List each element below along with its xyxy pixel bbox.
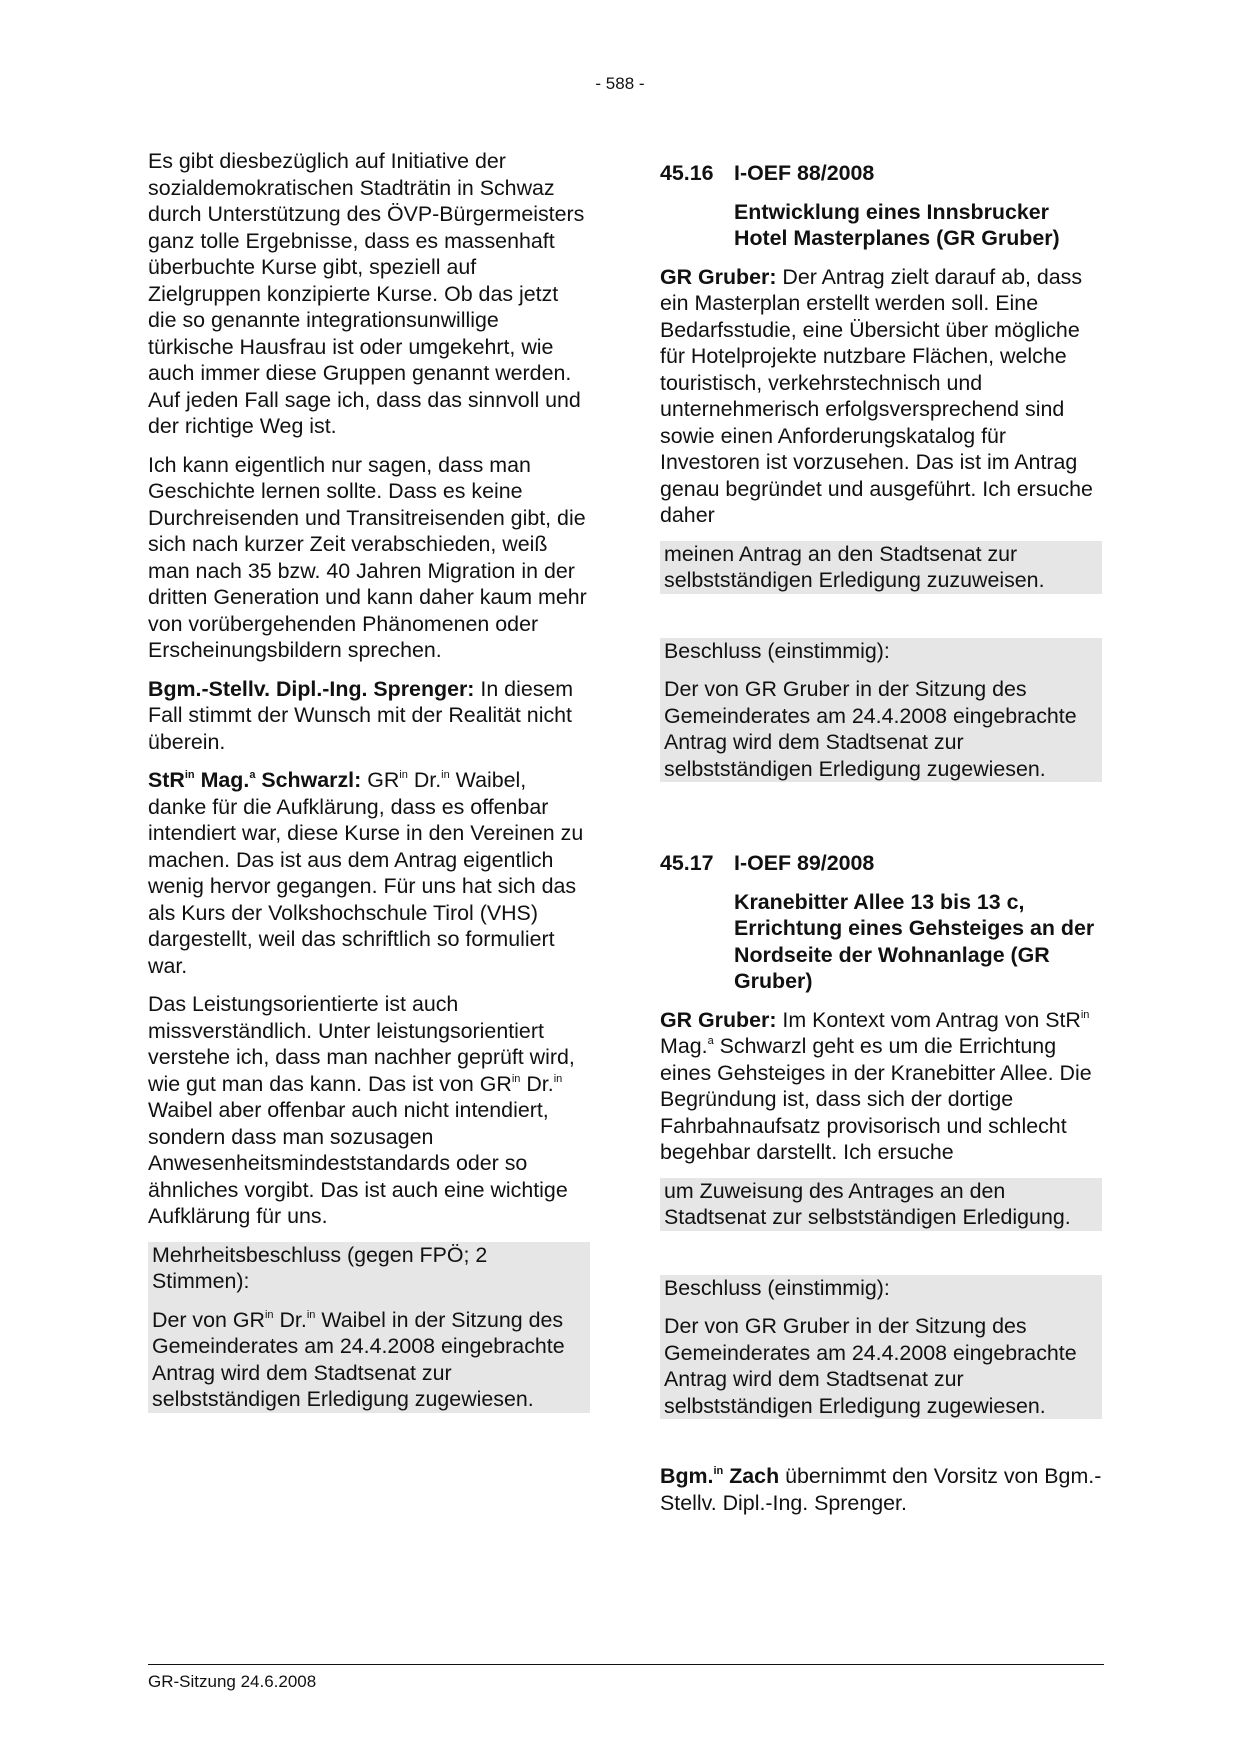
- resolution-text: Der von GR Gruber in der Sitzung des Gemeinderates am 24.4.2008 eingebrachte Antrag wird dem Stadtsenat zur selbstständigen Erledigung zugewiesen.: [664, 677, 1077, 781]
- resolution-box: [148, 1242, 590, 1413]
- paragraph: GR Gruber: Im Kontext vom Antrag von StR$^{in}$ Mag.$^a$ Schwarzl geht es um die Errichtung eines Gehsteiges in der Kranebitter Allee. Die Begründung ist, dass sich der dortige Fahrbahnaufsatz provisorisch und schlecht begehbar darstellt. Ich ersuche: [660, 1007, 1092, 1164]
- request-text: um Zuweisung des Antrages an den Stadtsenat zur selbstständigen Erledigung.: [664, 1178, 1071, 1229]
- agenda-item-title: Kranebitter Allee 13 bis 13 c, Errichtung eines Gehsteiges an der Nordseite der Wohnanlage (GR Gruber): [734, 889, 1095, 993]
- request-box: [660, 1178, 1102, 1231]
- speech-text: Waibel, danke für die Aufklärung, dass es offenbar intendiert war, diese Kurse in den Vereinen zu machen. Das ist aus dem Antrag eigentlich wenig hervor gegangen. Für uns hat sich das als Kurs der Volkshochschule Tirol (VHS) dargestellt, weil das schriftlich so formuliert war.: [148, 768, 584, 978]
- resolution-text: Der von GR Gruber in der Sitzung des Gemeinderates am 24.4.2008 eingebrachte Antrag wird dem Stadtsenat zur selbstständigen Erledigung zugewiesen.: [664, 1314, 1077, 1418]
- speech-text: In diesem Fall stimmt der Wunsch mit der Realität nicht überein.: [148, 676, 574, 754]
- agenda-item-heading: [660, 160, 1102, 187]
- agenda-item-title: Entwicklung eines Innsbrucker Hotel Masterplanes (GR Gruber): [734, 199, 1060, 250]
- request-text: meinen Antrag an den Stadtsenat zur selbstständigen Erledigung zuzuweisen.: [664, 541, 1045, 592]
- page-number: - 588 -: [595, 74, 645, 93]
- resolution-box: [660, 1275, 1102, 1420]
- footer-divider: [148, 1664, 1104, 1665]
- resolution-label: Beschluss (einstimmig):: [664, 638, 890, 663]
- agenda-item-number: 45.17: [660, 851, 714, 875]
- speaker-name: StR$^{in}$ Mag.$^a$ Schwarzl:: [148, 768, 362, 792]
- speaker-name: Bgm.-Stellv. Dipl.-Ing. Sprenger:: [148, 676, 475, 701]
- right-column: [660, 160, 1102, 1528]
- paragraph: [660, 264, 1102, 529]
- paragraph: Es gibt diesbezüglich auf Initiative der sozialdemokratischen Stadträtin in Schwaz durch Unterstützung des ÖVP-Bürgermeisters ganz tolle Ergebnisse, dass es massenhaft überbuchte Kurse gibt, speziell auf Zielgruppen konzipierte Kurse. Ob das jetzt die so genannte integrationsunwillige türkische Hausfrau ist oder umgekehrt, wie auch immer diese Gruppen genannt werden. Auf jeden Fall sage ich, dass das sinnvoll und der richtige Weg ist.: [148, 149, 585, 438]
- resolution-text: Der von $GR^{in}$ Dr.$^{in}$ Waibel in der Sitzung des Gemeinderates am 24.4.2008 eingebrachte Antrag wird dem Stadtsenat zur selbstständigen Erledigung zugewiesen.: [152, 1307, 565, 1411]
- closing-note: Bgm.$^{in}$ Zach übernimmt den Vorsitz von Bgm.-Stellv. Dipl.-Ing. Sprenger.: [660, 1464, 1102, 1515]
- paragraph: [148, 676, 590, 756]
- agenda-item-code: I-OEF 89/2008: [734, 851, 875, 875]
- speaker-name: GR Gruber:: [660, 1007, 777, 1032]
- left-column: [148, 148, 590, 1413]
- resolution-box: [660, 638, 1102, 783]
- speech-text: Der Antrag zielt darauf ab, dass ein Masterplan erstellt werden soll. Eine Bedarfsstudie, eine Übersicht über mögliche für Hotelprojekte nutzbare Flächen, welche touristisch, verkehrstechnisch und unternehmerisch erfolgsversprechend sind sowie einen Anforderungskatalog für Investoren ist vorzusehen. Das ist im Antrag genau begründet und ausgeführt. Ich ersuche daher: [660, 264, 1093, 527]
- resolution-label: Beschluss (einstimmig):: [664, 1275, 890, 1300]
- paragraph: Das Leistungsorientierte ist auch missverständlich. Unter leistungsorientiert verstehe ich, dass man nachher geprüft wird, wie gut man das kann. Das ist von $GR^{in}$ Dr.$^{in}$ Waibel aber offenbar auch nicht intendiert, sondern dass man sozusagen Anwesenheitsmindeststandards oder so ähnliches vorgibt. Das ist auch eine wichtige Aufklärung für uns.: [148, 992, 575, 1228]
- agenda-item-heading: [660, 850, 1102, 877]
- request-box: [660, 541, 1102, 594]
- footer-text: GR-Sitzung 24.6.2008: [148, 1672, 317, 1691]
- agenda-item-number: 45.16: [660, 161, 714, 185]
- paragraph: StR$^{in}$ Mag.$^a$ Schwarzl: $GR^{in}$ Dr.$^{in}$ Waibel, danke für die Aufklärung, dass es offenbar intendiert war, diese Kurse in den Vereinen zu machen. Das ist aus dem Antrag eigentlich wenig hervor gegangen. Für uns hat sich das als Kurs der Volkshochschule Tirol (VHS) dargestellt, weil das schriftlich so formuliert war.: [148, 768, 584, 978]
- agenda-item-code: I-OEF 88/2008: [734, 161, 875, 185]
- speaker-name: Bgm.$^{in}$ Zach: [660, 1464, 780, 1488]
- speaker-name: GR Gruber:: [660, 264, 777, 289]
- paragraph: Ich kann eigentlich nur sagen, dass man Geschichte lernen sollte. Dass es keine Durchreisenden und Transitreisenden gibt, die sich nach kurzer Zeit verabschieden, weiß man nach 35 bzw. 40 Jahren Migration in der dritten Generation und kann daher kaum mehr von vorübergehenden Phänomenen oder Erscheinungsbildern sprechen.: [148, 452, 587, 662]
- resolution-label: Mehrheitsbeschluss (gegen FPÖ; 2 Stimmen):: [152, 1242, 488, 1293]
